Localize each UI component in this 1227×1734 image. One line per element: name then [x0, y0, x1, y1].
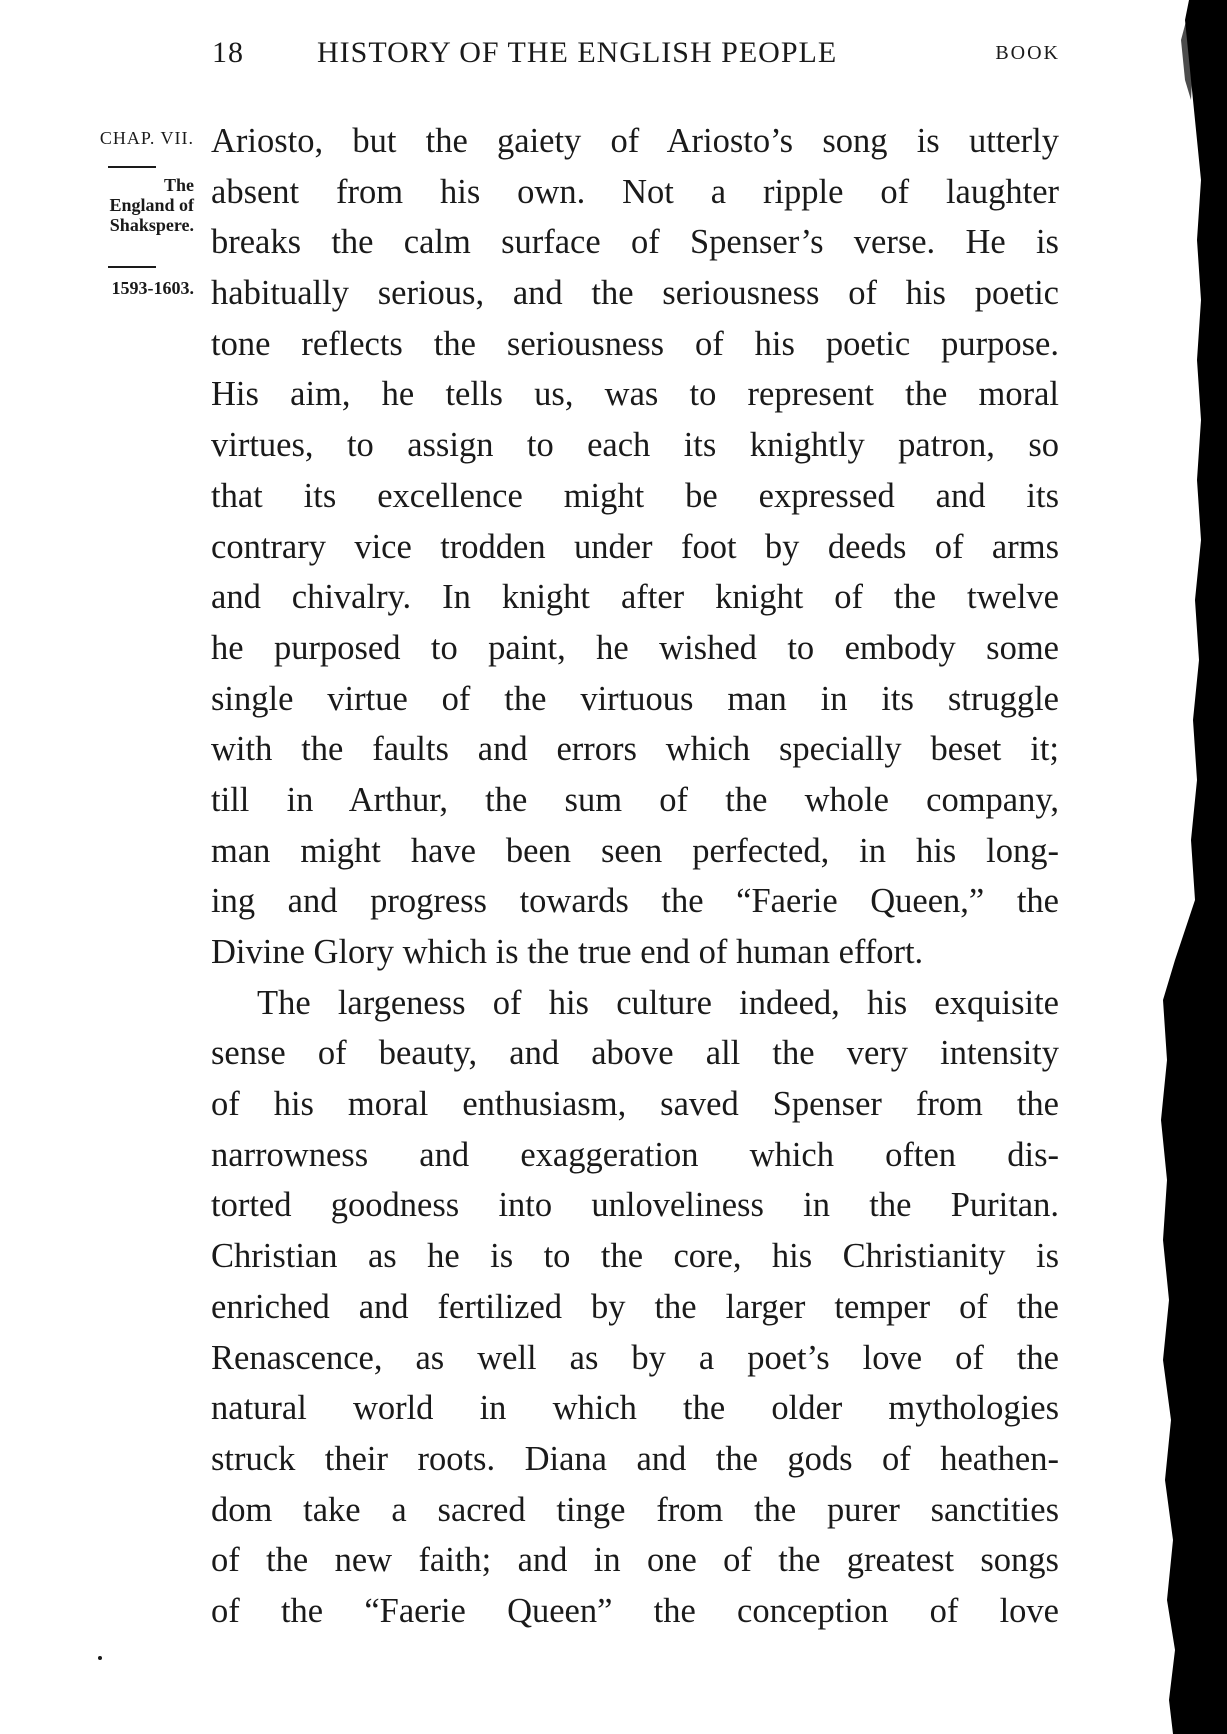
body-text — [211, 116, 1059, 1637]
text-line: Ariosto, but the gaiety of Ariosto’s song is utterly — [211, 122, 1059, 160]
text-line: and chivalry. In knight after knight of the twelve — [211, 578, 1059, 617]
text-line: enriched and fertilized by the larger temper of the — [211, 1287, 1059, 1326]
chapter-label: CHAP. VII. — [99, 128, 194, 148]
scan-edge-shadow — [1145, 0, 1227, 1734]
text-line: narrowness and exaggeration which often dis- — [211, 1135, 1059, 1174]
text-line: dom take a sacred tinge from the purer sanctities — [211, 1490, 1059, 1529]
text-line: of the “Faerie Queen” the conception of love — [211, 1591, 1059, 1630]
running-head — [212, 36, 1060, 76]
text-line: Christian as he is to the core, his Christianity is — [211, 1237, 1059, 1276]
page-number: 18 — [212, 36, 244, 69]
margin-rule — [108, 266, 156, 268]
text-line: struck their roots. Diana and the gods of heathen- — [211, 1439, 1059, 1478]
text-line: habitually serious, and the seriousness of his poetic — [211, 274, 1059, 313]
text-line: sense of beauty, and above all the very intensity — [211, 1034, 1059, 1073]
stray-ink-dot — [98, 1656, 102, 1660]
text-line: torted goodness into unloveliness in the Puritan. — [211, 1186, 1059, 1225]
text-line: His aim, he tells us, was to represent the moral — [211, 375, 1059, 414]
text-line: single virtue of the virtuous man in its struggle — [211, 679, 1059, 718]
text-line: till in Arthur, the sum of the whole company, — [211, 780, 1059, 819]
text-line: Divine Glory which is the true end of human effort. — [211, 933, 924, 971]
text-line: contrary vice trodden under foot by deeds of arms — [211, 527, 1059, 566]
topic-label: The England of Shakspere. — [109, 175, 194, 235]
text-line: of the new faith; and in one of the greatest songs — [211, 1541, 1059, 1580]
text-line: of his moral enthusiasm, saved Spenser from the — [211, 1085, 1059, 1124]
text-line: ing and progress towards the “Faerie Queen,” the — [211, 882, 1059, 921]
running-title: HISTORY OF THE ENGLISH PEOPLE — [317, 36, 838, 69]
text-line: Renascence, as well as by a poet’s love of the — [211, 1338, 1059, 1377]
text-line: absent from his own. Not a ripple of laughter — [211, 172, 1059, 211]
text-line: he purposed to paint, he wished to embody some — [211, 628, 1059, 667]
margin-rule — [108, 166, 156, 168]
text-line: with the faults and errors which specially beset it; — [211, 730, 1059, 769]
text-line: tone reflects the seriousness of his poetic purpose. — [211, 324, 1059, 363]
text-line: breaks the calm surface of Spenser’s verse. He is — [211, 223, 1059, 262]
date-range-label: 1593-1603. — [111, 278, 194, 298]
text-line: The largeness of his culture indeed, his exquisite — [257, 983, 1059, 1022]
text-line: virtues, to assign to each its knightly patron, so — [211, 426, 1059, 465]
text-line: natural world in which the older mythologies — [211, 1389, 1059, 1428]
text-line: man might have been seen perfected, in his long- — [211, 831, 1059, 870]
text-line: that its excellence might be expressed and its — [211, 476, 1059, 515]
book-label: BOOK — [995, 42, 1060, 64]
